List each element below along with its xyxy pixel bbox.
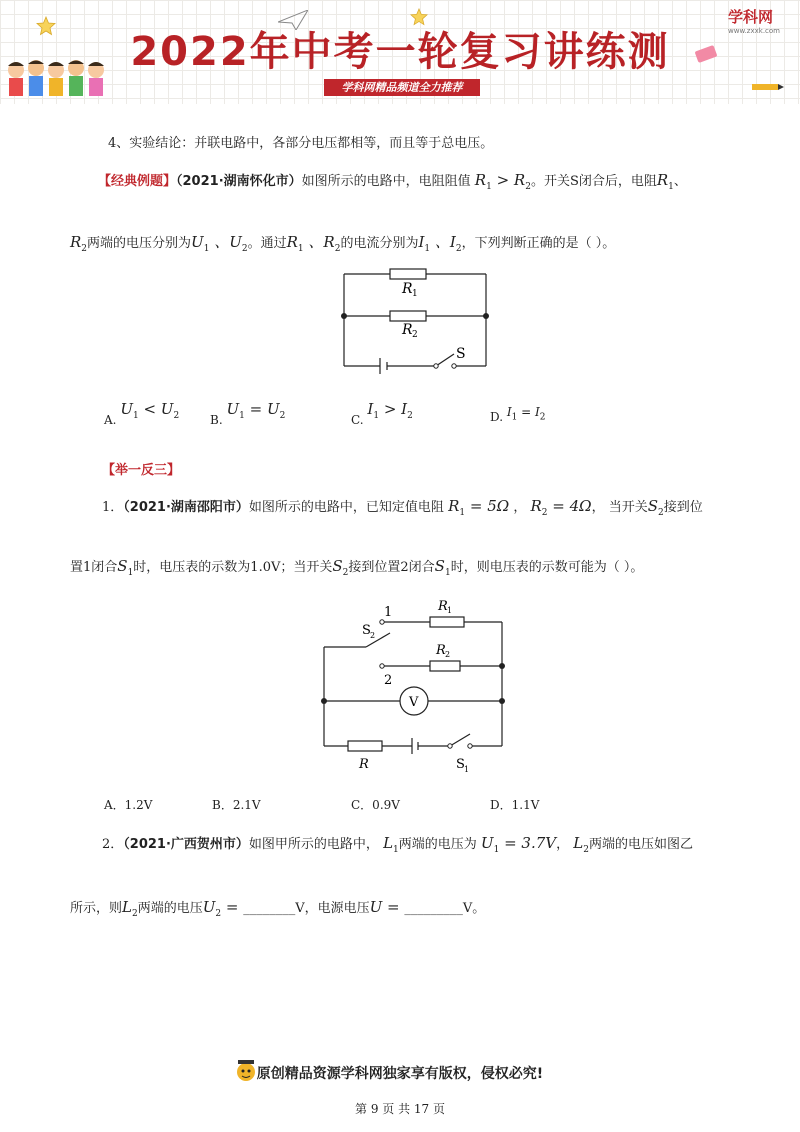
q1-number: 1． bbox=[102, 500, 124, 515]
q1-source: （2021·湖南邵阳市） bbox=[123, 500, 249, 515]
math-s1-b: $S_1$ bbox=[434, 557, 451, 578]
option-a[interactable] bbox=[104, 400, 180, 431]
math-r2-value: $R_2 = 4\Omega$ bbox=[530, 497, 592, 518]
option-a-letter: A. bbox=[104, 413, 117, 427]
example-text-a: 如图所示的电路中，电阻阻值 bbox=[301, 174, 471, 189]
q1-option-a[interactable]: A．1.2V bbox=[104, 798, 153, 812]
math-l2: $L_2$ bbox=[573, 834, 589, 855]
resistor-r1 bbox=[430, 617, 464, 627]
example-text-b: 。开关S闭合后，电阻 bbox=[530, 174, 657, 189]
resistor-r bbox=[348, 741, 382, 751]
math-r1-value: $R_1 = 5\Omega$ bbox=[448, 497, 510, 518]
q1-text-g: 时，则电压表的示数可能为（ ）。 bbox=[450, 560, 644, 575]
q1-option-c[interactable]: C．0.9V bbox=[351, 798, 400, 812]
label-s1-sub: 1 bbox=[464, 765, 470, 774]
page-number: 第 9 页 共 17 页 bbox=[355, 1102, 445, 1116]
math-i1-i2: $I_1$ 、$I_2$ bbox=[418, 233, 462, 254]
q1-option-d[interactable]: D．1.1V bbox=[490, 798, 540, 812]
label-s2-sub: 2 bbox=[370, 631, 376, 640]
q2-blank-u2[interactable]: ________V，电源电压 bbox=[243, 901, 370, 916]
q2-source: （2021·广西贺州市） bbox=[123, 837, 249, 852]
q1-r1-value: = 5Ω bbox=[469, 497, 510, 515]
label-s2: S bbox=[362, 623, 371, 638]
q2-text-f: 两端的电压 bbox=[137, 901, 203, 916]
option-c-letter: C. bbox=[351, 413, 364, 427]
option-d-letter: D. bbox=[490, 410, 504, 424]
label-r: R bbox=[359, 757, 369, 772]
label-s1: S bbox=[456, 757, 465, 772]
math-s1: $S_1$ bbox=[117, 557, 134, 578]
q1-text-c: 接到位 bbox=[663, 500, 703, 515]
practice-tag-text: 【举一反三】 bbox=[102, 463, 181, 478]
label-r1: R bbox=[438, 600, 448, 614]
circuit-diagram-2 bbox=[314, 600, 524, 780]
math-s2-b: $S_2$ bbox=[332, 557, 349, 578]
q1-line-2 bbox=[70, 556, 643, 578]
q2-text-d: 两端的电压如图乙 bbox=[588, 837, 693, 852]
q1-text-d: 置1闭合 bbox=[70, 560, 118, 575]
label-r2: R bbox=[402, 322, 413, 338]
option-c[interactable] bbox=[351, 400, 413, 431]
q1-line-1: 1．（2021·湖南邵阳市）如图所示的电路中，已知定值电阻 $R_1 = 5\Omega$ ， $R_2 = 4\Omega$， 当开关$S_2$接到位 bbox=[102, 497, 703, 518]
q2-text-b: 两端的电压为 bbox=[398, 837, 477, 852]
label-position-2: 2 bbox=[384, 673, 393, 688]
logo-url: www.zxxk.com bbox=[728, 27, 780, 35]
math-r1-gt-r2: $R_1 > R_2$ bbox=[474, 171, 531, 192]
resistor-r2 bbox=[390, 311, 426, 321]
q2-blank-u[interactable]: _________V。 bbox=[404, 901, 486, 916]
header-subtitle: 学科网精品频道全力推荐 bbox=[324, 79, 480, 96]
site-logo[interactable] bbox=[728, 6, 780, 35]
logo-text: 学科网 bbox=[728, 8, 774, 26]
option-c-math: $I_1 > I_2$ bbox=[367, 400, 413, 421]
q1-text-b: ， 当开关 bbox=[591, 500, 648, 515]
q1-option-b[interactable]: B．2.1V bbox=[212, 798, 261, 812]
copyright-notice: 原创精品资源学科网独家享有版权，侵权必究! bbox=[256, 1066, 544, 1082]
q1-text-e: 时，电压表的示数为1.0V；当开关 bbox=[133, 560, 333, 575]
q2-number: 2． bbox=[102, 837, 124, 852]
label-r1: R bbox=[402, 281, 413, 297]
label-position-1: 1 bbox=[384, 605, 393, 620]
example-line-2 bbox=[70, 231, 615, 254]
label-r2-sub: 2 bbox=[445, 650, 451, 659]
pencil-icon bbox=[748, 80, 784, 94]
practice-tag bbox=[102, 459, 180, 478]
circuit-diagram-1 bbox=[330, 262, 500, 380]
math-u: U = bbox=[369, 898, 405, 916]
option-d-math: $I_1 = I_2$ bbox=[506, 405, 546, 423]
option-a-math: $U_1 < U_2$ bbox=[120, 400, 180, 421]
option-b-math: $U_1 = U_2$ bbox=[226, 400, 286, 421]
label-r1-sub: 1 bbox=[447, 606, 453, 615]
q1-text-f: 接到位置2闭合 bbox=[348, 560, 435, 575]
example-tag: 【经典例题】 bbox=[98, 174, 177, 189]
q2-text-e: 所示，则 bbox=[70, 901, 123, 916]
math-u1-u2: $U_1$ 、$U_2$ bbox=[191, 233, 248, 254]
label-r2: R bbox=[436, 643, 446, 658]
conclusion-text: 4、实验结论：并联电路中，各部分电压都相等，而且等于总电压。 bbox=[108, 136, 494, 151]
label-v: V bbox=[409, 695, 419, 710]
label-r2-sub: 2 bbox=[412, 330, 418, 340]
math-r2: $R_2$ bbox=[70, 233, 88, 254]
q2-text-a: 如图甲所示的电路中， bbox=[248, 837, 379, 852]
option-d[interactable] bbox=[490, 405, 546, 427]
math-r1: $R_1$ bbox=[656, 171, 674, 192]
example-line-1: 【经典例题】（2021·湖南怀化市）如图所示的电路中，电阻阻值 $R_1 > R_2$。开关S闭合后，电阻$R_1$、 bbox=[98, 171, 687, 192]
option-b-letter: B. bbox=[210, 413, 223, 427]
q1-r2-value: = 4Ω bbox=[552, 497, 592, 515]
q2-text-c: ， bbox=[556, 837, 570, 852]
example-text-d: 。通过 bbox=[247, 236, 287, 251]
example-source: （2021·湖南怀化市） bbox=[176, 174, 302, 189]
math-l2-b: $L_2$ bbox=[122, 898, 138, 919]
q2-line-2 bbox=[70, 897, 485, 919]
math-s2: $S_2$ bbox=[647, 497, 664, 518]
math-l1: $L_1$ bbox=[383, 834, 399, 855]
example-text-e: 的电流分别为 bbox=[340, 236, 419, 251]
math-r1-r2: $R_1$ 、$R_2$ bbox=[286, 233, 341, 254]
option-b[interactable] bbox=[210, 400, 286, 431]
q2-u1-value: = 3.7V bbox=[504, 834, 557, 852]
math-u2: $U_2$ = bbox=[202, 898, 244, 919]
math-u1-value: $U_1 = 3.7V$ bbox=[480, 834, 557, 855]
example-text-c: 两端的电压分别为 bbox=[87, 236, 192, 251]
switch-s bbox=[436, 354, 454, 366]
label-s: S bbox=[456, 346, 466, 362]
header-title: 2022年中考一轮复习讲练测 bbox=[130, 29, 670, 75]
label-r1-sub: 1 bbox=[412, 289, 418, 299]
example-text-f: ，下列判断正确的是（ ）。 bbox=[461, 236, 616, 251]
resistor-r1 bbox=[390, 269, 426, 279]
q1-text-a: 如图所示的电路中，已知定值电阻 bbox=[248, 500, 444, 515]
q2-line-1 bbox=[102, 833, 693, 855]
switch-s1 bbox=[450, 734, 470, 746]
resistor-r2 bbox=[430, 661, 460, 671]
header-banner bbox=[0, 0, 800, 104]
